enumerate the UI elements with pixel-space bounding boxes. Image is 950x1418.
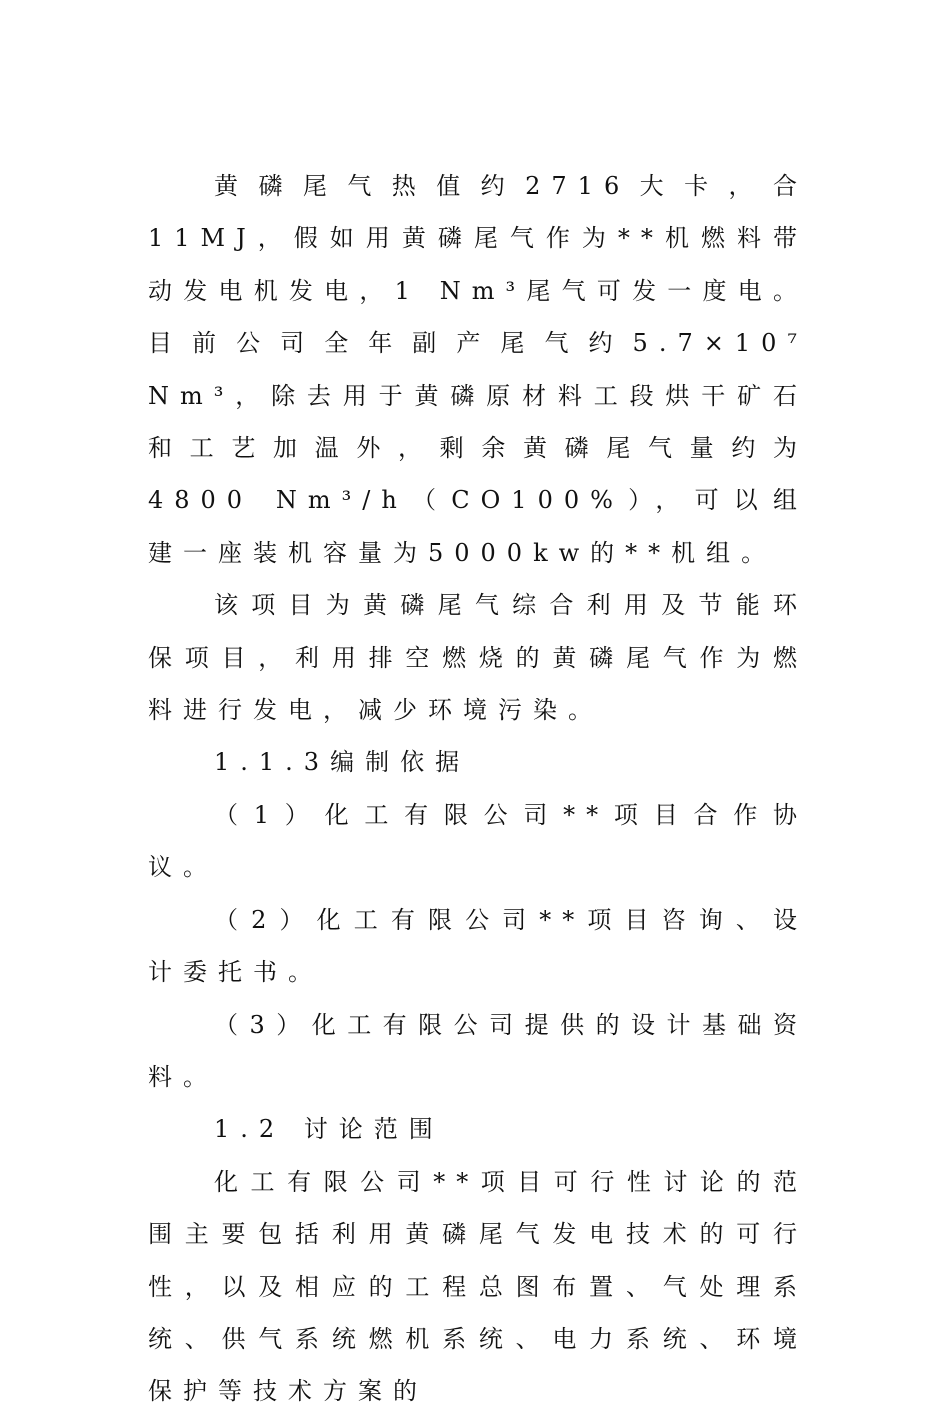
section-heading-compilation-basis: 1.1.3编制依据: [214, 748, 471, 777]
paragraph-tail-gas-heat-value: 黄磷尾气热值约2716大卡，合11MJ，假如用黄磷尾气作为**机燃料带动发电机发电，1 Nm³尾气可发一度电。目前公司全年副产尾气约5.7×10⁷ Nm³，除去用于黄磷原材料工段烘干矿石和工艺加温外，剩余黄磷尾气量约为4800 Nm³/h（CO100%），可以组建一座装机容量为5000kw的**机组。: [148, 172, 808, 567]
section-heading-discussion-scope: 1.2 讨论范围: [214, 1115, 444, 1144]
list-item-basis-2: （2）化工有限公司**项目咨询、设计委托书。: [148, 905, 808, 987]
paragraph-discussion-scope: 化工有限公司**项目可行性讨论的范围主要包括利用黄磷尾气发电技术的可行性，以及相应的工程总图布置、气处理系统、供气系统燃机系统、电力系统、环境保护等技术方案的: [148, 1167, 808, 1406]
document-body: [148, 160, 808, 1418]
list-item-basis-3: （3）化工有限公司提供的设计基础资料。: [148, 1010, 808, 1091]
list-item-basis-1: （1）化工有限公司**项目合作协议。: [148, 800, 808, 882]
paragraph-project-overview: 该项目为黄磷尾气综合利用及节能环保项目，利用排空燃烧的黄磷尾气作为燃料进行发电，减少环境污染。: [148, 591, 808, 725]
